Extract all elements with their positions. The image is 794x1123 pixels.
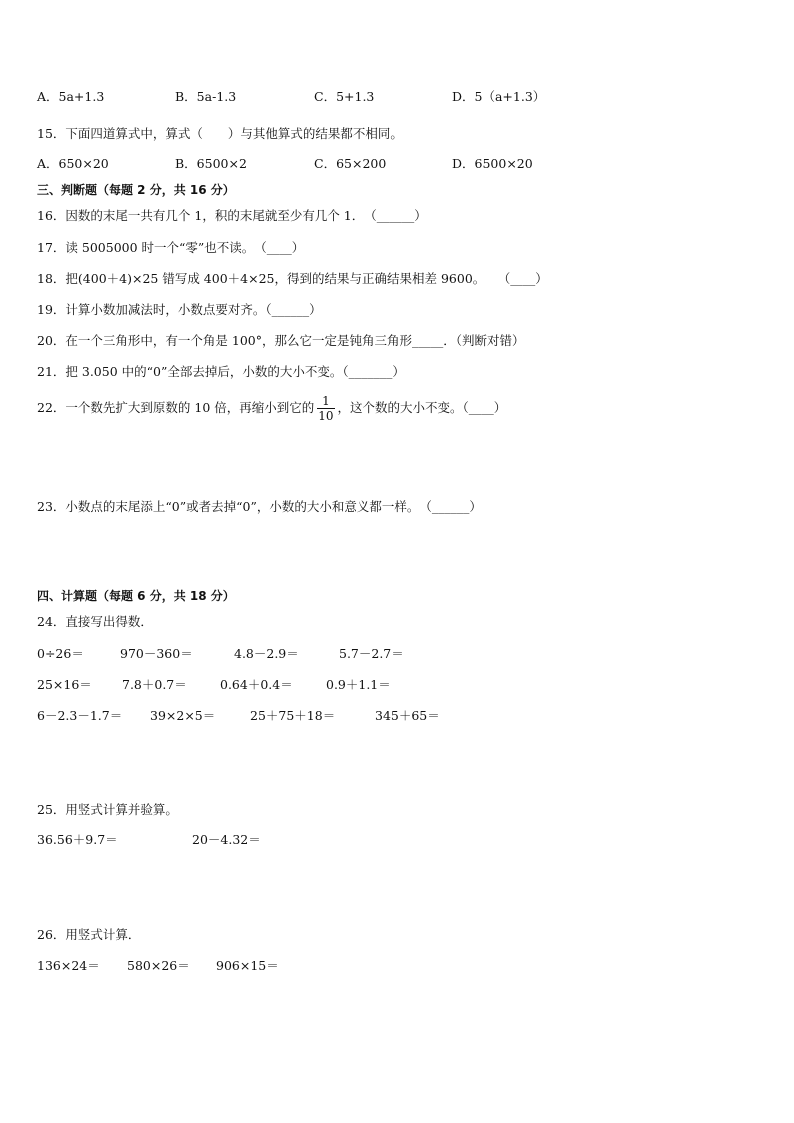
q22-fraction-denominator: 10 — [318, 409, 334, 423]
q14-option-a: A．5a+1.3 — [37, 89, 105, 104]
q22-text-after: ，这个数的大小不变。（____） — [337, 400, 507, 415]
q26-expression: 580×26＝ — [127, 958, 190, 973]
q15-option-d: D．6500×20 — [452, 156, 533, 171]
section4-title: 四、计算题（每题 6 分，共 18 分） — [37, 589, 235, 603]
q22-fraction-numerator: 1 — [317, 394, 334, 409]
q15-option-b: B．6500×2 — [175, 156, 247, 171]
q26-expression: 136×24＝ — [37, 958, 100, 973]
q20-statement: 20．在一个三角形中，有一个角是 100°，那么它一定是钝角三角形_____．（判断对错） — [37, 333, 525, 348]
q22-statement — [37, 390, 506, 426]
q24-expression: 7.8＋0.7＝ — [122, 677, 187, 692]
q22-text-before: 22．一个数先扩大到原数的 10 倍，再缩小到它的 — [37, 400, 315, 415]
q24-expression: 0.64＋0.4＝ — [220, 677, 293, 692]
q14-option-b: B．5a-1.3 — [175, 89, 237, 104]
q24-expression: 0÷26＝ — [37, 646, 84, 661]
q24-instruction: 24．直接写出得数． — [37, 614, 153, 629]
q24-expression: 39×2×5＝ — [150, 708, 216, 723]
q26-expression: 906×15＝ — [216, 958, 279, 973]
q24-expression: 5.7－2.7＝ — [339, 646, 404, 661]
q14-option-c: C．5+1.3 — [314, 89, 375, 104]
q22-fraction — [317, 394, 334, 423]
q24-expression: 970－360＝ — [120, 646, 193, 661]
q25-instruction: 25．用竖式计算并验算。 — [37, 802, 178, 817]
q26-instruction: 26．用竖式计算． — [37, 927, 141, 942]
q24-expression: 0.9＋1.1＝ — [326, 677, 391, 692]
q17-statement: 17．读 5005000 时一个“零”也不读。 （____） — [37, 240, 305, 255]
q19-statement: 19．计算小数加减法时，小数点要对齐。（______） — [37, 302, 322, 317]
q16-statement: 16．因数的末尾一共有几个 1，积的末尾就至少有几个 1． （______） — [37, 208, 427, 223]
section3-title: 三、判断题（每题 2 分，共 16 分） — [37, 183, 235, 197]
q15-option-c: C．65×200 — [314, 156, 387, 171]
q14-option-d: D．5（a+1.3） — [452, 89, 546, 104]
q24-expression: 25＋75＋18＝ — [250, 708, 336, 723]
q24-expression: 345＋65＝ — [375, 708, 440, 723]
q24-expression: 25×16＝ — [37, 677, 92, 692]
q18-statement: 18．把(400＋4)×25 错写成 400＋4×25，得到的结果与正确结果相差 9600。 （____） — [37, 271, 548, 286]
q15-option-a: A．650×20 — [37, 156, 109, 171]
q21-statement: 21．把 3.050 中的“0”全部去掉后，小数的大小不变。（_______） — [37, 364, 405, 379]
q15-question: 15．下面四道算式中，算式（ ）与其他算式的结果都不相同。 — [37, 126, 403, 141]
q23-statement: 23．小数点的末尾添上“0”或者去掉“0”，小数的大小和意义都一样。 （______） — [37, 499, 482, 514]
q25-expression: 20－4.32＝ — [192, 832, 261, 847]
q24-expression: 4.8－2.9＝ — [234, 646, 299, 661]
q25-expression: 36.56＋9.7＝ — [37, 832, 118, 847]
q24-expression: 6－2.3－1.7＝ — [37, 708, 123, 723]
